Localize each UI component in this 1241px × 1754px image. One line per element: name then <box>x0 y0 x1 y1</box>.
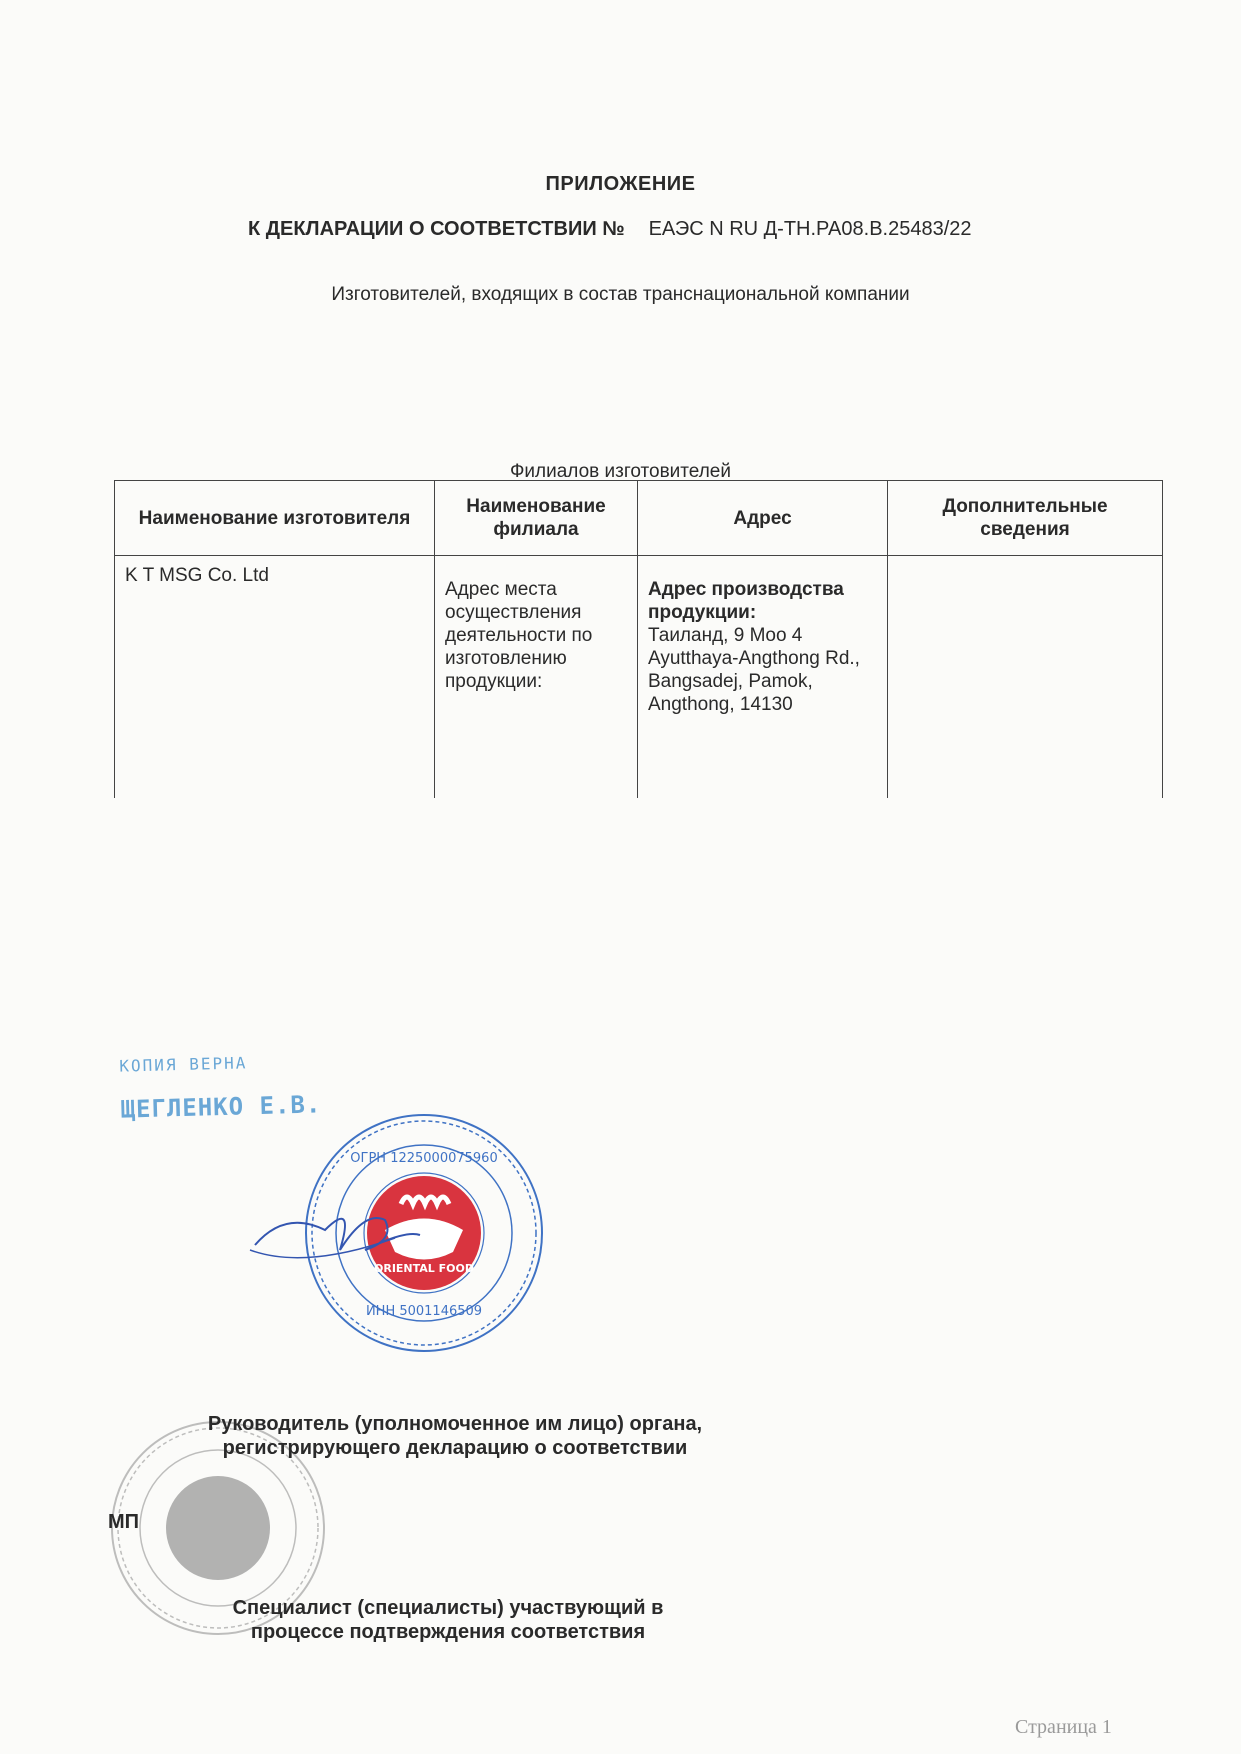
copy-stamp-line1: КОПИЯ ВЕРНА <box>119 1053 248 1076</box>
header-branch: Наименование филиала <box>435 481 638 556</box>
seal-inn: ИНН 5001146509 <box>365 1304 483 1319</box>
header-address: Адрес <box>638 481 888 556</box>
table-header-row <box>115 481 1163 556</box>
signature-image <box>245 1190 425 1280</box>
document-subtitle <box>248 218 972 241</box>
head-signature-caption: Руководитель (уполномоченное им лицо) органа, регистрирующего декларацию о соответствии <box>207 1413 703 1459</box>
cell-branch: Адрес места осуществления деятельности по изготовлению продукции: <box>435 556 638 799</box>
seal-ogrn: ОГРН 1225000075960 <box>350 1151 498 1166</box>
seal-logo-text: ORIENTAL FOOD <box>374 1262 474 1275</box>
copy-certified-stamp <box>119 1051 322 1123</box>
seal-place-label: МП <box>108 1511 140 1533</box>
cell-manufacturer: K T MSG Co. Ltd <box>115 556 435 799</box>
manufacturers-table <box>114 480 1163 798</box>
specialist-signature-caption: Специалист (специалисты) участвующий в процессе подтверждения соответствия <box>232 1597 664 1643</box>
cell-extra <box>888 556 1163 799</box>
cell-address <box>638 556 888 799</box>
declaration-label: К ДЕКЛАРАЦИИ О СООТВЕТСТВИИ № <box>248 218 625 240</box>
copy-stamp-line2: ЩЕГЛЕНКО Е.В. <box>120 1090 322 1124</box>
header-manufacturer: Наименование изготовителя <box>115 481 435 556</box>
address-value: Таиланд, 9 Moo 4 Ayutthaya-Angthong Rd., Bangsadej, Pamok, Angthong, 14130 <box>648 625 860 715</box>
table-caption: Филиалов изготовителей <box>509 461 731 482</box>
document-description: Изготовителей, входящих в состав транснациональной компании <box>331 284 910 305</box>
header-extra: Дополнительные сведения <box>888 481 1163 556</box>
address-label: Адрес производства продукции: <box>648 579 844 623</box>
declaration-number: ЕАЭС N RU Д-TH.РА08.В.25483/22 <box>648 218 972 240</box>
page-number: Страница 1 <box>1015 1716 1112 1738</box>
table-row <box>115 556 1163 799</box>
document-title: ПРИЛОЖЕНИЕ <box>545 173 696 195</box>
